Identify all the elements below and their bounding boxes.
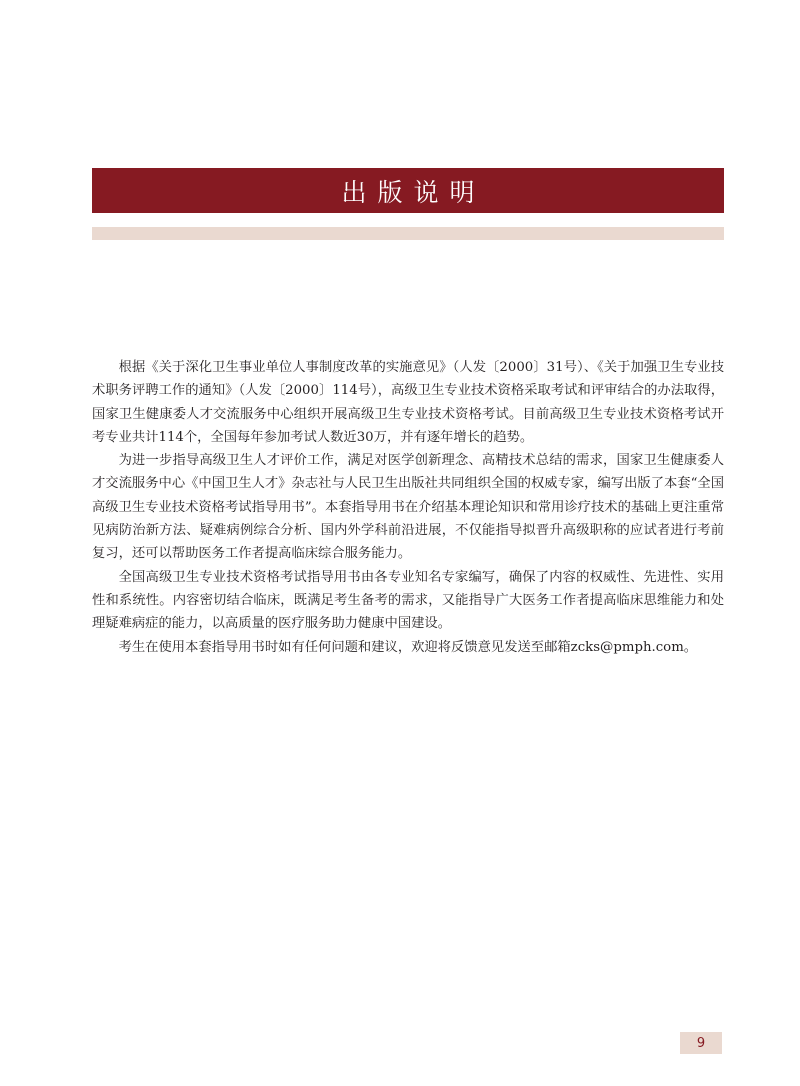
title-banner [92, 168, 724, 213]
body-text [92, 356, 724, 659]
page-title: 出版说明 [341, 177, 486, 207]
paragraph: 全国高级卫生专业技术资格考试指导用书由各专业知名专家编写，确保了内容的权威性、先进性、实用性和系统性。内容密切结合临床，既满足考生备考的需求，又能指导广大医务工作者提高临床思维能力和处理疑难病症的能力，以高质量的医疗服务助力健康中国建设。 [92, 569, 724, 632]
paragraph: 根据《关于深化卫生事业单位人事制度改革的实施意见》（人发〔2000〕31号）、《关于加强卫生专业技术职务评聘工作的通知》（人发〔2000〕114号），高级卫生专业技术资格采取考试和评审结合的办法取得，国家卫生健康委人才交流服务中心组织开展高级卫生专业技术资格考试。目前高级卫生专业技术资格考试开考专业共计114个，全国每年参加考试人数近30万，并有逐年增长的趋势。 [92, 360, 724, 445]
page-number: 9 [680, 1032, 722, 1054]
title-underline-bar [92, 227, 724, 240]
paragraph: 考生在使用本套指导用书时如有任何问题和建议，欢迎将反馈意见发送至邮箱zcks@pmph.com。 [118, 639, 698, 655]
paragraph: 为进一步指导高级卫生人才评价工作，满足对医学创新理念、高精技术总结的需求，国家卫生健康委人才交流服务中心《中国卫生人才》杂志社与人民卫生出版社共同组织全国的权威专家，编写出版了本套“全国高级卫生专业技术资格考试指导用书”。本套指导用书在介绍基本理论知识和常用诊疗技术的基础上更注重常见病防治新方法、疑难病例综合分析、国内外学科前沿进展，不仅能指导拟晋升高级职称的应试者进行考前复习，还可以帮助医务工作者提高临床综合服务能力。 [92, 453, 724, 562]
